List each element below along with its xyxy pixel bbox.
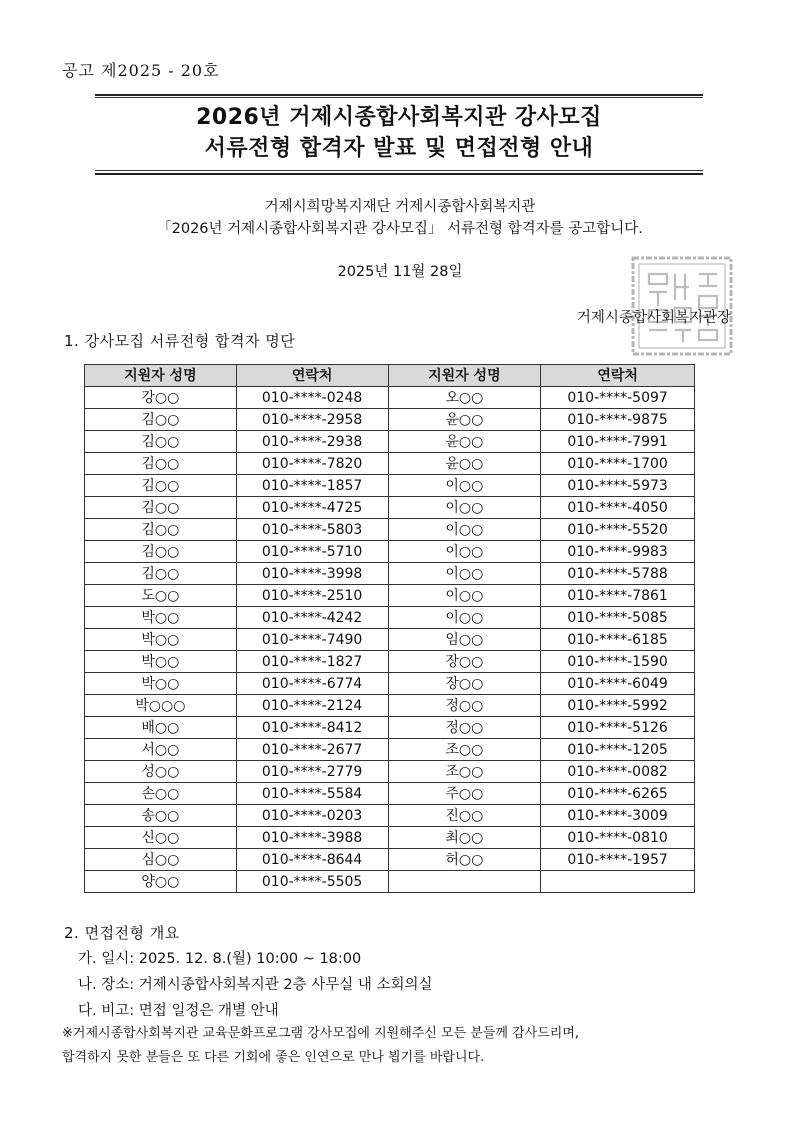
applicant-name-2-cell: 윤○○ bbox=[388, 453, 541, 475]
contact-2-cell: 010-****-0082 bbox=[541, 761, 695, 783]
applicant-table bbox=[84, 364, 695, 893]
contact-cell: 010-****-7490 bbox=[236, 629, 388, 651]
contact-2-cell: 010-****-5085 bbox=[541, 607, 695, 629]
applicant-name-cell: 김○○ bbox=[85, 497, 237, 519]
applicant-name-2-cell: 조○○ bbox=[388, 761, 541, 783]
table-row bbox=[85, 805, 695, 827]
applicant-name-2-cell: 이○○ bbox=[388, 563, 541, 585]
table-row bbox=[85, 541, 695, 563]
table-row bbox=[85, 695, 695, 717]
applicant-name-cell: 김○○ bbox=[85, 475, 237, 497]
applicant-name-2-cell: 이○○ bbox=[388, 585, 541, 607]
table-row bbox=[85, 651, 695, 673]
contact-cell: 010-****-1827 bbox=[236, 651, 388, 673]
applicant-name-2-cell: 이○○ bbox=[388, 607, 541, 629]
interview-date-item: 가. 일시: 2025. 12. 8.(월) 10:00 ~ 18:00 bbox=[78, 951, 362, 967]
applicant-name-2-cell: 임○○ bbox=[388, 629, 541, 651]
applicant-name-2-cell: 정○○ bbox=[388, 717, 541, 739]
contact-cell: 010-****-5710 bbox=[236, 541, 388, 563]
applicant-name-2-cell: 허○○ bbox=[388, 849, 541, 871]
table-row bbox=[85, 387, 695, 409]
applicant-name-2-cell: 진○○ bbox=[388, 805, 541, 827]
announcement-date: 2025년 11월 28일 bbox=[337, 264, 463, 280]
applicant-name-cell: 송○○ bbox=[85, 805, 237, 827]
header-applicant-name-2: 지원자 성명 bbox=[388, 365, 541, 387]
contact-cell: 010-****-2124 bbox=[236, 695, 388, 717]
applicant-name-2-cell: 윤○○ bbox=[388, 431, 541, 453]
contact-2-cell: 010-****-5126 bbox=[541, 717, 695, 739]
table-row bbox=[85, 673, 695, 695]
contact-cell: 010-****-5803 bbox=[236, 519, 388, 541]
contact-cell: 010-****-2677 bbox=[236, 739, 388, 761]
applicant-name-cell: 김○○ bbox=[85, 519, 237, 541]
contact-cell: 010-****-8412 bbox=[236, 717, 388, 739]
table-row bbox=[85, 783, 695, 805]
closing-line-1: ※거제시종합사회복지관 교육문화프로그램 강사모집에 지원해주신 모든 분들께 감사드리며, bbox=[62, 1026, 580, 1041]
applicant-name-cell: 도○○ bbox=[85, 585, 237, 607]
contact-2-cell: 010-****-7991 bbox=[541, 431, 695, 453]
table-row bbox=[85, 849, 695, 871]
interview-place-item: 나. 장소: 거제시종합사회복지관 2층 사무실 내 소회의실 bbox=[78, 977, 433, 993]
contact-cell: 010-****-3998 bbox=[236, 563, 388, 585]
contact-cell: 010-****-4725 bbox=[236, 497, 388, 519]
contact-cell: 010-****-8644 bbox=[236, 849, 388, 871]
table-row bbox=[85, 563, 695, 585]
applicant-name-2-cell: 장○○ bbox=[388, 673, 541, 695]
applicant-name-2-cell: 이○○ bbox=[388, 519, 541, 541]
closing-note bbox=[62, 1022, 742, 1070]
header-applicant-name: 지원자 성명 bbox=[85, 365, 237, 387]
contact-2-cell: 010-****-1700 bbox=[541, 453, 695, 475]
contact-2-cell: 010-****-6185 bbox=[541, 629, 695, 651]
table-row bbox=[85, 453, 695, 475]
applicant-name-cell: 강○○ bbox=[85, 387, 237, 409]
contact-cell: 010-****-7820 bbox=[236, 453, 388, 475]
contact-2-cell: 010-****-6265 bbox=[541, 783, 695, 805]
section-2-title: 2. 면접전형 개요 bbox=[64, 924, 180, 942]
contact-2-cell: 010-****-5973 bbox=[541, 475, 695, 497]
contact-2-cell: 010-****-7861 bbox=[541, 585, 695, 607]
contact-cell: 010-****-3988 bbox=[236, 827, 388, 849]
applicant-name-cell: 김○○ bbox=[85, 409, 237, 431]
interview-overview bbox=[78, 946, 433, 1024]
table-row bbox=[85, 409, 695, 431]
table-row bbox=[85, 827, 695, 849]
applicant-name-cell: 김○○ bbox=[85, 541, 237, 563]
table-row bbox=[85, 475, 695, 497]
contact-2-cell: 010-****-3009 bbox=[541, 805, 695, 827]
contact-2-cell: 010-****-1590 bbox=[541, 651, 695, 673]
applicant-name-cell: 손○○ bbox=[85, 783, 237, 805]
title-top-rule-inner bbox=[95, 97, 703, 98]
applicant-name-cell: 성○○ bbox=[85, 761, 237, 783]
applicant-name-2-cell: 조○○ bbox=[388, 739, 541, 761]
contact-2-cell bbox=[541, 871, 695, 893]
applicant-name-2-cell: 장○○ bbox=[388, 651, 541, 673]
applicant-name-2-cell: 주○○ bbox=[388, 783, 541, 805]
contact-2-cell: 010-****-6049 bbox=[541, 673, 695, 695]
title-line-2: 서류전형 합격자 발표 및 면접전형 안내 bbox=[204, 136, 594, 161]
intro-line-1: 거제시희망복지재단 거제시종합사회복지관 bbox=[264, 199, 536, 215]
applicant-name-cell: 양○○ bbox=[85, 871, 237, 893]
contact-2-cell: 010-****-4050 bbox=[541, 497, 695, 519]
table-row bbox=[85, 585, 695, 607]
contact-2-cell: 010-****-5097 bbox=[541, 387, 695, 409]
title-top-rule bbox=[95, 94, 703, 96]
applicant-name-cell: 배○○ bbox=[85, 717, 237, 739]
applicant-name-cell: 박○○○ bbox=[85, 695, 237, 717]
contact-cell: 010-****-0248 bbox=[236, 387, 388, 409]
table-row bbox=[85, 497, 695, 519]
signer-name: 거제시종합사회복지관장 bbox=[576, 310, 731, 326]
contact-cell: 010-****-0203 bbox=[236, 805, 388, 827]
contact-cell: 010-****-2779 bbox=[236, 761, 388, 783]
contact-cell: 010-****-2510 bbox=[236, 585, 388, 607]
contact-2-cell: 010-****-0810 bbox=[541, 827, 695, 849]
interview-note-item: 다. 비고: 면접 일정은 개별 안내 bbox=[78, 1003, 279, 1019]
contact-2-cell: 010-****-9983 bbox=[541, 541, 695, 563]
contact-cell: 010-****-4242 bbox=[236, 607, 388, 629]
closing-line-2: 합격하지 못한 분들은 또 다른 기회에 좋은 인연으로 만나 뵙기를 바랍니다. bbox=[62, 1050, 485, 1065]
applicant-name-2-cell: 오○○ bbox=[388, 387, 541, 409]
contact-cell: 010-****-2938 bbox=[236, 431, 388, 453]
applicant-name-cell: 심○○ bbox=[85, 849, 237, 871]
contact-cell: 010-****-5584 bbox=[236, 783, 388, 805]
table-body bbox=[85, 387, 695, 893]
header-contact: 연락처 bbox=[236, 365, 388, 387]
title-bottom-rule-inner bbox=[95, 170, 703, 171]
notice-number: 공고 제2025 - 20호 bbox=[62, 61, 220, 80]
title-line-1: 2026년 거제시종합사회복지관 강사모집 bbox=[196, 105, 602, 130]
applicant-name-cell: 박○○ bbox=[85, 651, 237, 673]
table-row bbox=[85, 629, 695, 651]
applicant-name-2-cell: 정○○ bbox=[388, 695, 541, 717]
contact-2-cell: 010-****-1957 bbox=[541, 849, 695, 871]
table-row bbox=[85, 717, 695, 739]
section-1-title: 1. 강사모집 서류전형 합격자 명단 bbox=[64, 332, 296, 350]
applicant-name-cell: 신○○ bbox=[85, 827, 237, 849]
applicant-name-2-cell: 최○○ bbox=[388, 827, 541, 849]
table-row bbox=[85, 607, 695, 629]
applicant-name-2-cell: 윤○○ bbox=[388, 409, 541, 431]
contact-2-cell: 010-****-5788 bbox=[541, 563, 695, 585]
contact-2-cell: 010-****-1205 bbox=[541, 739, 695, 761]
table-row bbox=[85, 739, 695, 761]
table-header-row bbox=[85, 365, 695, 387]
contact-cell: 010-****-2958 bbox=[236, 409, 388, 431]
applicant-name-2-cell: 이○○ bbox=[388, 497, 541, 519]
applicant-name-cell: 박○○ bbox=[85, 629, 237, 651]
applicant-name-cell: 김○○ bbox=[85, 453, 237, 475]
contact-cell: 010-****-6774 bbox=[236, 673, 388, 695]
table-row bbox=[85, 761, 695, 783]
applicant-name-cell: 김○○ bbox=[85, 431, 237, 453]
contact-2-cell: 010-****-9875 bbox=[541, 409, 695, 431]
table-row bbox=[85, 871, 695, 893]
table-row bbox=[85, 519, 695, 541]
contact-2-cell: 010-****-5992 bbox=[541, 695, 695, 717]
table-row bbox=[85, 431, 695, 453]
intro-text bbox=[60, 196, 740, 240]
applicant-name-2-cell: 이○○ bbox=[388, 475, 541, 497]
applicant-name-2-cell bbox=[388, 871, 541, 893]
applicant-name-cell: 서○○ bbox=[85, 739, 237, 761]
header-contact-2: 연락처 bbox=[541, 365, 695, 387]
applicant-name-2-cell: 이○○ bbox=[388, 541, 541, 563]
contact-cell: 010-****-1857 bbox=[236, 475, 388, 497]
title-bottom-rule bbox=[95, 173, 703, 175]
applicant-name-cell: 김○○ bbox=[85, 563, 237, 585]
page-title bbox=[95, 102, 703, 164]
applicant-name-cell: 박○○ bbox=[85, 607, 237, 629]
applicant-name-cell: 박○○ bbox=[85, 673, 237, 695]
contact-2-cell: 010-****-5520 bbox=[541, 519, 695, 541]
intro-line-2: 「2026년 거제시종합사회복지관 강사모집」 서류전형 합격자를 공고합니다. bbox=[157, 221, 643, 237]
contact-cell: 010-****-5505 bbox=[236, 871, 388, 893]
